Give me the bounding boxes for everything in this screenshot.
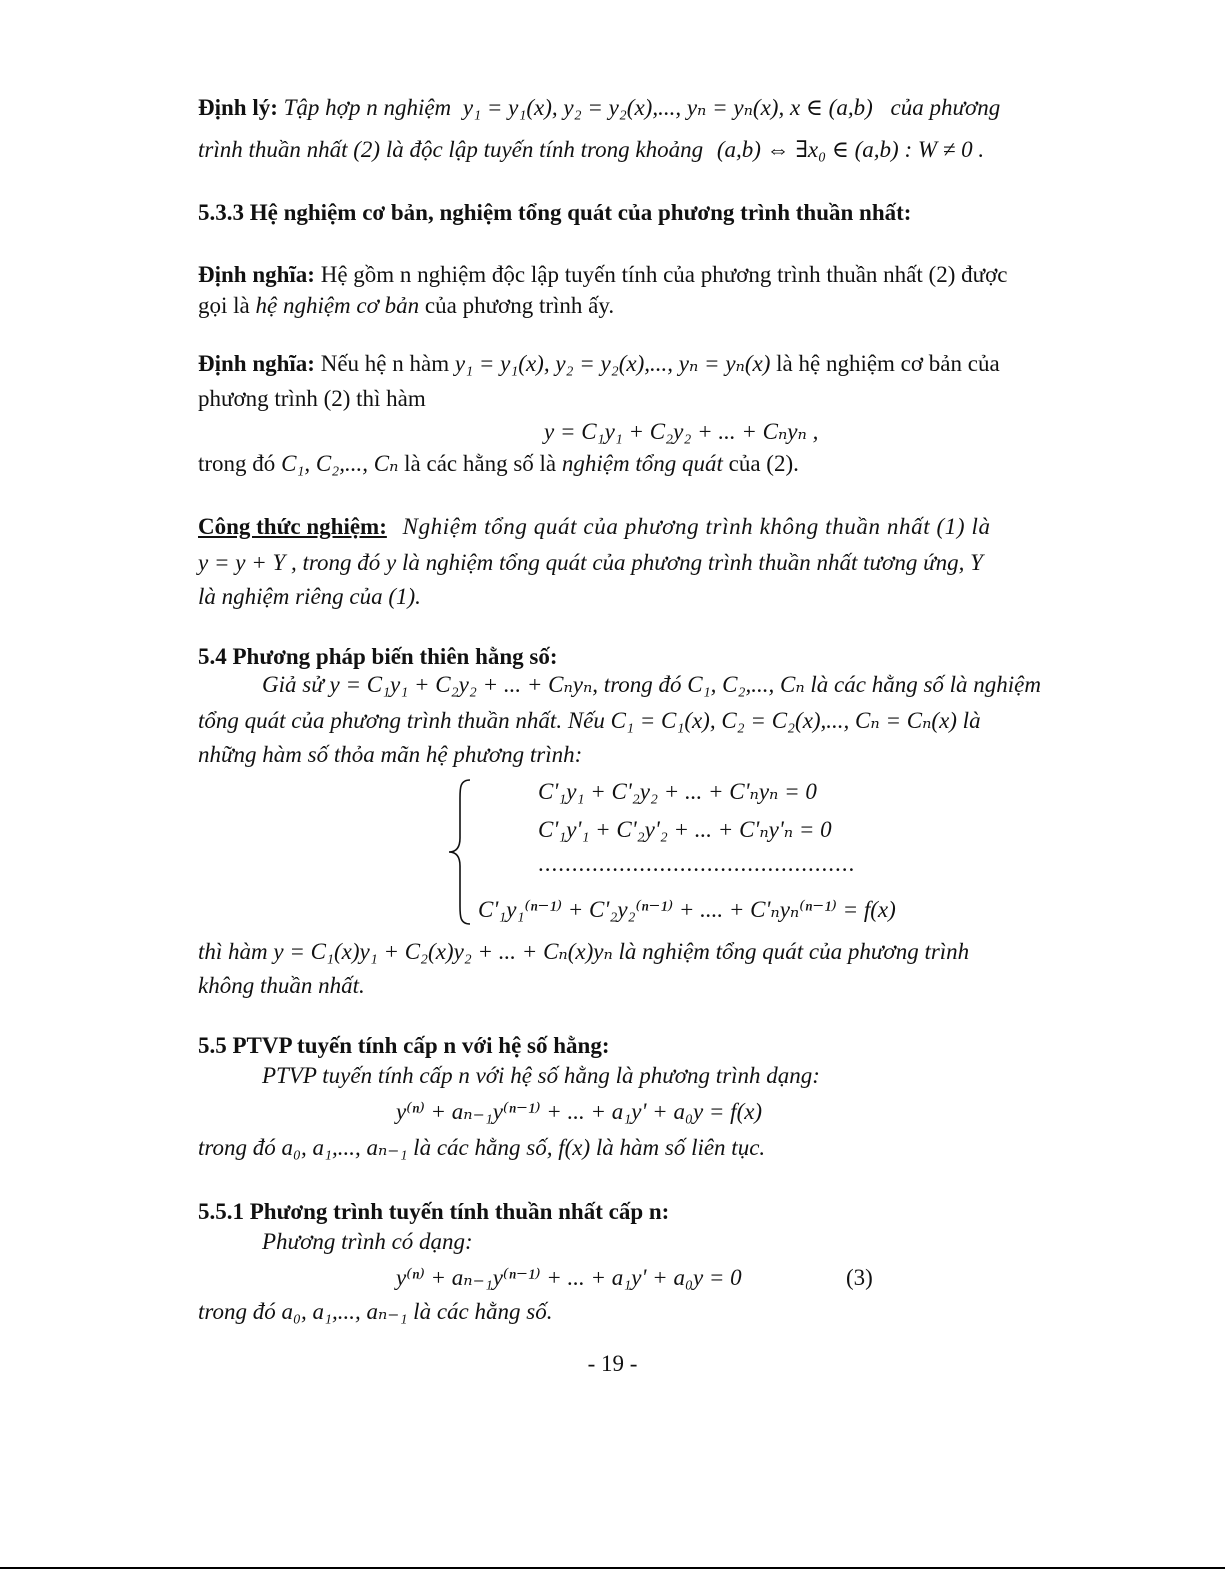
- homogeneous-line-2: trong đó a₀, a₁,..., aₙ₋₁ là các hằng số.: [198, 1299, 553, 1324]
- formula-solution-line-1: [198, 515, 991, 538]
- system-equation-1: C'₁y₁ + C'₂y₂ + ... + C'ₙyₙ = 0: [538, 779, 817, 804]
- system-ellipsis: ...............................................: [538, 851, 856, 876]
- ptvp-formula: y⁽ⁿ⁾ + aₙ₋₁y⁽ⁿ⁻¹⁾ + ... + a₁y' + a₀y = f(x): [396, 1099, 763, 1124]
- definition-term: nghiệm tổng quát: [561, 451, 723, 476]
- definition-1-line-1: [198, 263, 1007, 286]
- definition-formula: y₁ = y₁(x), y₂ = y₂(x),..., yₙ = yₙ(x): [454, 351, 771, 376]
- definition-label: Định nghĩa:: [198, 262, 315, 287]
- section-heading-5-5: 5.5 PTVP tuyến tính cấp n với hệ số hằng:: [198, 1033, 610, 1058]
- variation-line-1: Giả sử y = C₁y₁ + C₂y₂ + ... + Cₙyₙ, trong đó C₁, C₂,..., Cₙ là các hằng số là nghiệm: [262, 672, 1041, 697]
- theorem-text-2: trình thuần nhất (2) là độc lập tuyến tính trong khoảng: [198, 137, 704, 162]
- definition-text: Hệ gồm n nghiệm độc lập tuyến tính của phương trình thuần nhất (2) được: [320, 262, 1008, 287]
- theorem-line-2: [198, 138, 984, 161]
- formula-solution-label: Công thức nghiệm:: [198, 514, 387, 539]
- definition-text-c: của phương trình ấy.: [424, 293, 615, 318]
- definition-formula: C₁, C₂,..., Cₙ: [281, 451, 399, 476]
- definition-2-line-1: [198, 352, 1000, 375]
- formula-solution-text: Nghiệm tổng quát của phương trình không thuần nhất (1) là: [402, 514, 991, 539]
- formula-solution-line-3: là nghiệm riêng của (1).: [198, 584, 421, 609]
- definition-text-a: trong đó: [198, 451, 276, 476]
- definition-2-line-2: phương trình (2) thì hàm: [198, 386, 426, 411]
- section-heading-5-4: 5.4 Phương pháp biến thiên hằng số:: [198, 644, 558, 669]
- definition-term: hệ nghiệm cơ bản: [255, 293, 420, 318]
- variation-line-5: không thuần nhất.: [198, 973, 365, 998]
- theorem-formula: y₁ = y₁(x), y₂ = y₂(x),..., yₙ = yₙ(x), x ∈ (a,b): [462, 95, 873, 120]
- general-solution-formula: y = C₁y₁ + C₂y₂ + ... + Cₙyₙ ,: [544, 419, 819, 444]
- variation-line-4: thì hàm y = C₁(x)y₁ + C₂(x)y₂ + ... + Cₙ(x)yₙ là nghiệm tổng quát của phương trình: [198, 939, 970, 964]
- bottom-rule: [0, 1567, 1225, 1569]
- definition-text-b: là hệ nghiệm cơ bản của: [776, 351, 1000, 376]
- theorem-label: Định lý:: [198, 95, 278, 120]
- theorem-text: Tập hợp n nghiệm: [283, 95, 452, 120]
- section-heading-5-5-1: 5.5.1 Phương trình tuyến tính thuần nhất cấp n:: [198, 1199, 670, 1224]
- system-equation-2: C'₁y'₁ + C'₂y'₂ + ... + C'ₙy'ₙ = 0: [538, 817, 832, 842]
- theorem-formula-2: (a,b) ⇔ ∃x₀ ∈ (a,b) : W ≠ 0 .: [716, 137, 985, 162]
- definition-text-a: gọi là: [198, 293, 250, 318]
- theorem-line-1: [198, 96, 1000, 119]
- definition-2-line-3: [198, 452, 799, 475]
- ptvp-line-2: trong đó a₀, a₁,..., aₙ₋₁ là các hằng số, f(x) là hàm số liên tục.: [198, 1135, 766, 1160]
- formula-solution-line-2: y = y + Y , trong đó y là nghiệm tổng quát của phương trình thuần nhất tương ứng, Y: [198, 550, 983, 575]
- homogeneous-formula: y⁽ⁿ⁾ + aₙ₋₁y⁽ⁿ⁻¹⁾ + ... + a₁y' + a₀y = 0: [396, 1265, 742, 1290]
- definition-label: Định nghĩa:: [198, 351, 315, 376]
- system-equation-n: C'₁y₁⁽ⁿ⁻¹⁾ + C'₂y₂⁽ⁿ⁻¹⁾ + .... + C'ₙyₙ⁽ⁿ⁻¹⁾ = f(x): [478, 897, 896, 922]
- definition-text-a: Nếu hệ n hàm: [320, 351, 450, 376]
- ptvp-line-1: PTVP tuyến tính cấp n với hệ số hằng là phương trình dạng:: [262, 1063, 820, 1088]
- variation-line-2: tổng quát của phương trình thuần nhất. Nếu C₁ = C₁(x), C₂ = C₂(x),..., Cₙ = Cₙ(x) là: [198, 708, 981, 733]
- system-brace: [446, 778, 472, 926]
- theorem-tail: của phương: [890, 95, 1001, 120]
- variation-line-3: những hàm số thỏa mãn hệ phương trình:: [198, 742, 583, 767]
- equation-number: (3): [846, 1265, 873, 1290]
- homogeneous-line-1: Phương trình có dạng:: [262, 1229, 473, 1254]
- definition-text-d: của (2).: [728, 451, 799, 476]
- page-number: - 19 -: [587, 1351, 638, 1376]
- section-heading-5-3-3: 5.3.3 Hệ nghiệm cơ bản, nghiệm tổng quát của phương trình thuần nhất:: [198, 200, 912, 225]
- definition-1-line-2: [198, 294, 614, 317]
- definition-text-b: là các hằng số là: [404, 451, 557, 476]
